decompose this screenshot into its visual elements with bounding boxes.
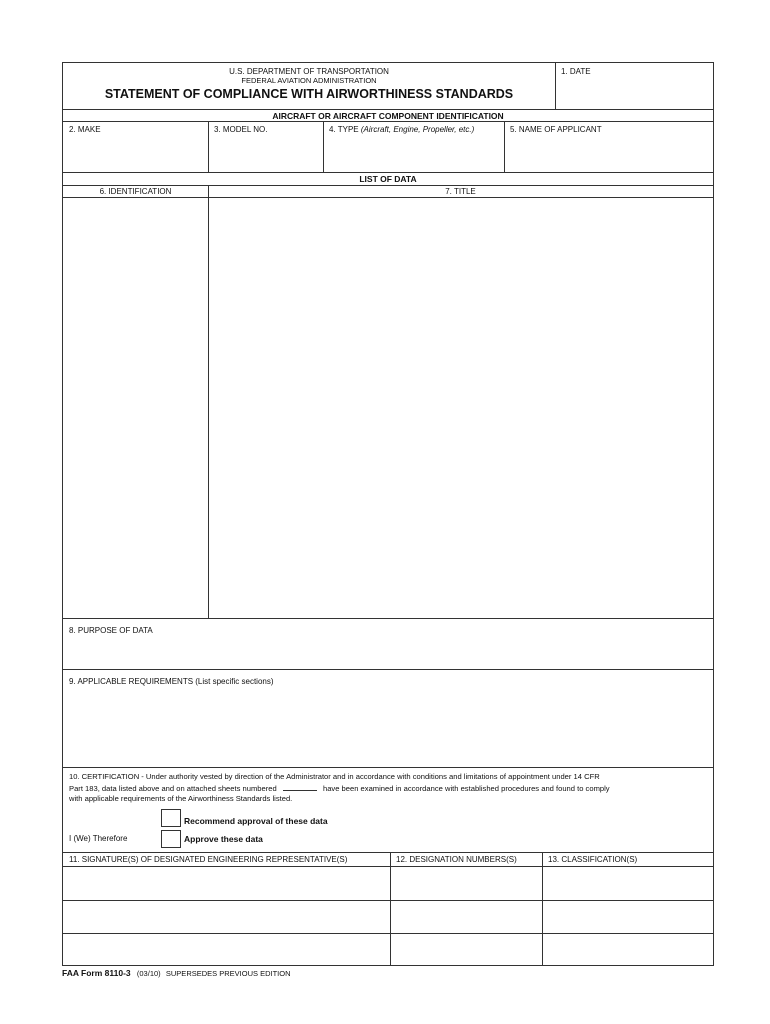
- requirements-label: 9. APPLICABLE REQUIREMENTS (List specific sections): [69, 677, 274, 686]
- title-column-header: 7. TITLE: [445, 187, 476, 196]
- certification-line-2a: Part 183, data listed above and on attached sheets numbered: [69, 784, 277, 793]
- approve-data-label: Approve these data: [184, 834, 263, 844]
- make-field[interactable]: [63, 135, 208, 171]
- identification-heading: AIRCRAFT OR AIRCRAFT COMPONENT IDENTIFICATION: [272, 111, 504, 121]
- classification-field[interactable]: [543, 934, 713, 965]
- list-of-data-heading: LIST OF DATA: [359, 174, 417, 184]
- form-revision: (03/10): [136, 969, 161, 978]
- supersedes-note: SUPERSEDES PREVIOUS EDITION: [165, 969, 291, 978]
- type-hint: (Aircraft, Engine, Propeller, etc.): [360, 125, 475, 134]
- classification-column-header: 13. CLASSIFICATION(S): [548, 855, 638, 864]
- signature-column-header: 11. SIGNATURE(S) OF DESIGNATED ENGINEERING REPRESENTATIVE(S): [69, 855, 348, 864]
- requirements-field[interactable]: [63, 688, 713, 767]
- divider: [63, 669, 713, 670]
- department-name: U.S. DEPARTMENT OF TRANSPORTATION: [229, 67, 389, 76]
- certification-line-1: 10. CERTIFICATION - Under authority vested by direction of the Administrator and in accordance with conditions and limitations of appointment under 14 CFR: [69, 772, 600, 781]
- type-label-text: 4. TYPE: [329, 125, 359, 134]
- recommend-approval-checkbox[interactable]: [161, 809, 181, 827]
- approve-data-checkbox[interactable]: [161, 830, 181, 848]
- certification-line-2b: have been examined in accordance with established procedures and found to comply: [322, 784, 610, 793]
- form-number: FAA Form 8110-3: [62, 968, 131, 978]
- we-therefore-label: I (We) Therefore: [69, 834, 128, 843]
- designation-field[interactable]: [391, 934, 542, 965]
- date-label: 1. DATE: [561, 67, 591, 76]
- signature-field[interactable]: [63, 934, 390, 965]
- divider: [63, 618, 713, 619]
- type-field[interactable]: [324, 135, 504, 171]
- divider: [63, 852, 713, 853]
- model-label: 3. MODEL NO.: [214, 125, 268, 134]
- agency-name: FEDERAL AVIATION ADMINISTRATION: [241, 76, 377, 85]
- signature-field[interactable]: [63, 901, 390, 933]
- applicant-field[interactable]: [505, 135, 713, 171]
- certification-line-3: with applicable requirements of the Airworthiness Standards listed.: [69, 794, 293, 803]
- identification-list-field[interactable]: [63, 198, 208, 618]
- applicant-label: 5. NAME OF APPLICANT: [510, 125, 602, 134]
- purpose-field[interactable]: [63, 637, 713, 669]
- divider: [63, 172, 713, 173]
- purpose-label: 8. PURPOSE OF DATA: [69, 626, 153, 635]
- sheets-numbered-field[interactable]: [283, 782, 317, 791]
- classification-field[interactable]: [543, 867, 713, 900]
- signature-field[interactable]: [63, 867, 390, 900]
- recommend-approval-label: Recommend approval of these data: [184, 816, 328, 826]
- statement-of-compliance-form: [62, 62, 714, 966]
- date-field[interactable]: [556, 77, 713, 108]
- model-field[interactable]: [209, 135, 323, 171]
- designation-field[interactable]: [391, 867, 542, 900]
- form-title: STATEMENT OF COMPLIANCE WITH AIRWORTHINESS STANDARDS: [104, 87, 514, 101]
- identification-column-header: 6. IDENTIFICATION: [99, 187, 172, 196]
- divider: [63, 109, 713, 110]
- divider: [63, 767, 713, 768]
- classification-field[interactable]: [543, 901, 713, 933]
- divider: [63, 121, 713, 122]
- form-footer: [62, 968, 291, 978]
- designation-column-header: 12. DESIGNATION NUMBERS(S): [396, 855, 517, 864]
- title-list-field[interactable]: [209, 198, 713, 618]
- divider: [63, 185, 713, 186]
- make-label: 2. MAKE: [69, 125, 101, 134]
- type-label: [329, 125, 474, 135]
- designation-field[interactable]: [391, 901, 542, 933]
